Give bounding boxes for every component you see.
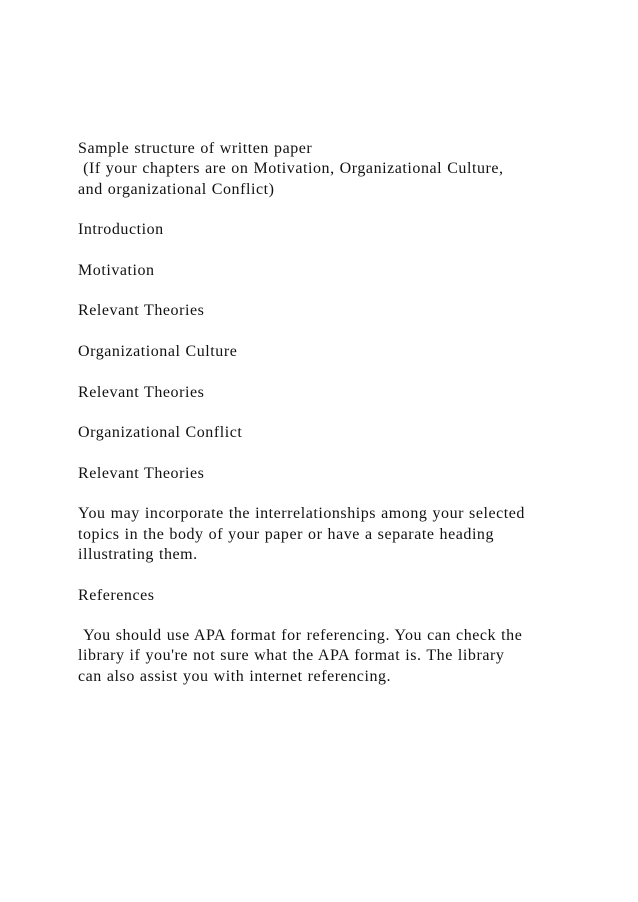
section-introduction: Introduction xyxy=(78,221,164,239)
document-title: Sample structure of written paper xyxy=(78,140,313,157)
section-relevant-theories-2: Relevant Theories xyxy=(78,383,205,401)
interrelationships-line-2: topics in the body of your paper or have a separate heading xyxy=(78,525,495,543)
references-line-2: library if you're not sure what the APA format is. The library xyxy=(78,647,505,665)
document-body xyxy=(78,139,578,687)
document-subtitle-line-2: and organizational Conflict) xyxy=(78,180,275,198)
section-organizational-conflict: Organizational Conflict xyxy=(78,424,243,442)
section-motivation: Motivation xyxy=(78,261,155,279)
section-organizational-culture: Organizational Culture xyxy=(78,342,238,360)
section-relevant-theories-3: Relevant Theories xyxy=(78,464,205,482)
interrelationships-line-1: You may incorporate the interrelationships among your selected xyxy=(78,505,525,523)
interrelationships-line-3: illustrating them. xyxy=(78,545,198,563)
section-relevant-theories-1: Relevant Theories xyxy=(78,302,205,320)
document-subtitle-line-1: (If your chapters are on Motivation, Organizational Culture, xyxy=(78,160,504,178)
references-line-3: can also assist you with internet referencing. xyxy=(78,667,392,685)
paper-structure-intro xyxy=(78,139,578,200)
references-heading: References xyxy=(78,586,155,604)
references-paragraph xyxy=(78,626,578,687)
references-line-1: You should use APA format for referencing. You can check the xyxy=(78,627,523,645)
interrelationships-paragraph xyxy=(78,504,578,565)
